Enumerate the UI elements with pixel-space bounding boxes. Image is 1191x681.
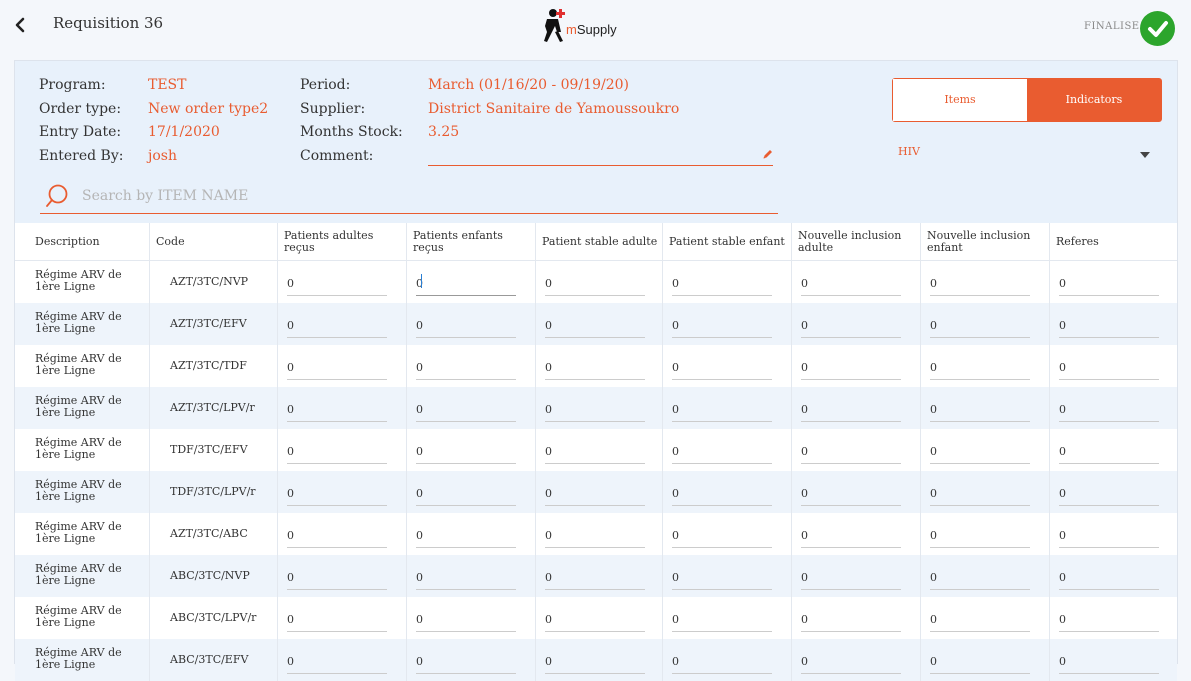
comment-field[interactable]: [428, 165, 773, 166]
column-header-referes: Referes: [1049, 223, 1177, 260]
column-header-patients-enfants-recus: Patients enfants reçus: [406, 223, 535, 260]
search-bar: [40, 179, 778, 214]
patients-adultes-recus-input[interactable]: [287, 649, 387, 674]
nouvelle-inclusion-adulte-input[interactable]: [801, 523, 901, 548]
column-header-nouvelle-inclusion-enfant: Nouvelle inclusion enfant: [920, 223, 1049, 260]
patients-adultes-recus-input[interactable]: [287, 481, 387, 506]
referes-input[interactable]: [1059, 439, 1159, 464]
patient-stable-enfant-cell: [662, 429, 791, 471]
order-type-value: New order type2: [148, 101, 269, 117]
months-stock-label: Months Stock:: [300, 124, 403, 140]
patients-enfants-recus-cell: [406, 261, 535, 303]
patient-stable-adulte-cell: [535, 261, 662, 303]
referes-input[interactable]: [1059, 397, 1159, 422]
patient-stable-adulte-input[interactable]: [545, 397, 645, 422]
patient-stable-adulte-cell: [535, 345, 662, 387]
pencil-icon[interactable]: [762, 148, 774, 160]
patients-enfants-recus-input[interactable]: [416, 355, 516, 380]
finalise-button[interactable]: [1140, 11, 1175, 46]
nouvelle-inclusion-enfant-input[interactable]: [930, 397, 1030, 422]
patient-stable-enfant-input[interactable]: [672, 313, 772, 338]
patient-stable-adulte-input[interactable]: [545, 565, 645, 590]
table-header: [15, 223, 1177, 261]
description-cell: Régime ARV de 1ère Ligne: [35, 394, 122, 419]
referes-input[interactable]: [1059, 355, 1159, 380]
nouvelle-inclusion-adulte-input[interactable]: [801, 271, 901, 296]
patients-enfants-recus-input[interactable]: [416, 313, 516, 338]
checkmark-icon: [1147, 19, 1169, 39]
code-cell: AZT/3TC/EFV: [149, 303, 277, 345]
nouvelle-inclusion-enfant-input[interactable]: [930, 271, 1030, 296]
nouvelle-inclusion-enfant-input[interactable]: [930, 481, 1030, 506]
patients-adultes-recus-cell: [277, 345, 406, 387]
nouvelle-inclusion-adulte-cell: [791, 555, 920, 597]
description-cell: Régime ARV de 1ère Ligne: [35, 604, 122, 629]
nouvelle-inclusion-adulte-input[interactable]: [801, 313, 901, 338]
referes-input[interactable]: [1059, 523, 1159, 548]
referes-cell: [1049, 303, 1177, 345]
patients-enfants-recus-input[interactable]: [416, 481, 516, 506]
patients-adultes-recus-cell: [277, 513, 406, 555]
patients-adultes-recus-input[interactable]: [287, 355, 387, 380]
patient-stable-adulte-input[interactable]: [545, 481, 645, 506]
patient-stable-enfant-input[interactable]: [672, 397, 772, 422]
program-value: TEST: [148, 77, 187, 93]
entry-date-label: Entry Date:: [39, 124, 122, 140]
requisition-panel: [14, 60, 1178, 671]
patient-stable-enfant-input[interactable]: [672, 355, 772, 380]
patients-enfants-recus-input[interactable]: [416, 397, 516, 422]
table-row: [15, 387, 1177, 429]
finalise-label: FINALISE: [1084, 21, 1140, 32]
patients-adultes-recus-cell: [277, 555, 406, 597]
nouvelle-inclusion-adulte-cell: [791, 303, 920, 345]
nouvelle-inclusion-enfant-cell: [920, 513, 1049, 555]
nouvelle-inclusion-enfant-input[interactable]: [930, 439, 1030, 464]
nouvelle-inclusion-enfant-cell: [920, 303, 1049, 345]
code-cell: AZT/3TC/TDF: [149, 345, 277, 387]
patients-enfants-recus-input[interactable]: [416, 439, 516, 464]
patient-stable-enfant-cell: [662, 471, 791, 513]
entered-by-label: Entered By:: [39, 148, 124, 164]
code-cell: AZT/3TC/NVP: [149, 261, 277, 303]
patients-enfants-recus-cell: [406, 345, 535, 387]
referes-input[interactable]: [1059, 565, 1159, 590]
description-cell: Régime ARV de 1ère Ligne: [35, 520, 122, 545]
patients-enfants-recus-input[interactable]: [416, 523, 516, 548]
patient-stable-enfant-cell: [662, 597, 791, 639]
nouvelle-inclusion-adulte-input[interactable]: [801, 607, 901, 632]
patients-adultes-recus-input[interactable]: [287, 397, 387, 422]
nouvelle-inclusion-adulte-cell: [791, 471, 920, 513]
patient-stable-enfant-cell: [662, 345, 791, 387]
column-header-patient-stable-adulte: Patient stable adulte: [535, 223, 662, 260]
caret-down-icon: [1140, 152, 1150, 158]
table-row: [15, 597, 1177, 639]
patient-stable-adulte-cell: [535, 387, 662, 429]
nouvelle-inclusion-adulte-cell: [791, 387, 920, 429]
patient-stable-enfant-cell: [662, 387, 791, 429]
program-label: Program:: [39, 77, 106, 93]
referes-cell: [1049, 513, 1177, 555]
code-cell: TDF/3TC/LPV/r: [149, 471, 277, 513]
patient-stable-enfant-cell: [662, 303, 791, 345]
patient-stable-enfant-cell: [662, 639, 791, 681]
logo-text: mSupply: [566, 22, 617, 37]
column-header-code: Code: [149, 223, 277, 260]
patients-enfants-recus-cell: [406, 513, 535, 555]
patients-adultes-recus-cell: [277, 639, 406, 681]
table-row: [15, 303, 1177, 345]
logo-figure-icon: [542, 8, 566, 44]
search-input[interactable]: [80, 183, 764, 209]
tab-indicators[interactable]: Indicators: [1027, 79, 1161, 121]
patient-stable-adulte-input[interactable]: [545, 649, 645, 674]
entered-by-value: josh: [148, 148, 177, 164]
patient-stable-enfant-input[interactable]: [672, 439, 772, 464]
supplier-value: District Sanitaire de Yamoussoukro: [428, 101, 680, 117]
patients-adultes-recus-input[interactable]: [287, 439, 387, 464]
table-row: [15, 639, 1177, 681]
patients-enfants-recus-input[interactable]: [416, 565, 516, 590]
table-row: [15, 261, 1177, 303]
months-stock-value: 3.25: [428, 124, 460, 140]
description-cell: Régime ARV de 1ère Ligne: [35, 310, 122, 335]
table-row: [15, 429, 1177, 471]
patients-enfants-recus-input[interactable]: [416, 607, 516, 632]
patients-adultes-recus-cell: [277, 471, 406, 513]
patient-stable-adulte-cell: [535, 429, 662, 471]
referes-cell: [1049, 639, 1177, 681]
patient-stable-adulte-cell: [535, 555, 662, 597]
nouvelle-inclusion-adulte-input[interactable]: [801, 565, 901, 590]
code-cell: ABC/3TC/NVP: [149, 555, 277, 597]
nouvelle-inclusion-adulte-cell: [791, 261, 920, 303]
back-icon[interactable]: [12, 14, 30, 36]
nouvelle-inclusion-enfant-cell: [920, 345, 1049, 387]
patient-stable-enfant-input[interactable]: [672, 565, 772, 590]
nouvelle-inclusion-adulte-input[interactable]: [801, 481, 901, 506]
patients-enfants-recus-cell: [406, 429, 535, 471]
patient-stable-enfant-input[interactable]: [672, 271, 772, 296]
patients-adultes-recus-cell: [277, 303, 406, 345]
table-row: [15, 471, 1177, 513]
description-cell: Régime ARV de 1ère Ligne: [35, 646, 122, 671]
patients-adultes-recus-input[interactable]: [287, 607, 387, 632]
referes-cell: [1049, 261, 1177, 303]
patients-enfants-recus-cell: [406, 597, 535, 639]
supplier-label: Supplier:: [300, 101, 366, 117]
table-row: [15, 555, 1177, 597]
nouvelle-inclusion-enfant-cell: [920, 639, 1049, 681]
patient-stable-adulte-input[interactable]: [545, 523, 645, 548]
patient-stable-enfant-input[interactable]: [672, 649, 772, 674]
nouvelle-inclusion-enfant-input[interactable]: [930, 607, 1030, 632]
nouvelle-inclusion-enfant-cell: [920, 597, 1049, 639]
patients-enfants-recus-cell: [406, 387, 535, 429]
patient-stable-adulte-cell: [535, 597, 662, 639]
patients-adultes-recus-input[interactable]: [287, 271, 387, 296]
nouvelle-inclusion-enfant-cell: [920, 555, 1049, 597]
top-bar: [0, 0, 1191, 56]
referes-cell: [1049, 471, 1177, 513]
referes-input[interactable]: [1059, 649, 1159, 674]
description-cell: Régime ARV de 1ère Ligne: [35, 562, 122, 587]
nouvelle-inclusion-enfant-cell: [920, 261, 1049, 303]
code-cell: AZT/3TC/ABC: [149, 513, 277, 555]
patient-stable-adulte-cell: [535, 639, 662, 681]
referes-cell: [1049, 597, 1177, 639]
table-row: [15, 345, 1177, 387]
patient-stable-enfant-input[interactable]: [672, 523, 772, 548]
patients-enfants-recus-input[interactable]: [416, 649, 516, 674]
patients-adultes-recus-cell: [277, 597, 406, 639]
requisition-info: [15, 61, 1177, 223]
nouvelle-inclusion-enfant-input[interactable]: [930, 355, 1030, 380]
patient-stable-enfant-cell: [662, 261, 791, 303]
patient-stable-adulte-cell: [535, 303, 662, 345]
nouvelle-inclusion-adulte-cell: [791, 639, 920, 681]
tab-items[interactable]: Items: [893, 79, 1027, 121]
patient-stable-adulte-cell: [535, 513, 662, 555]
nouvelle-inclusion-adulte-cell: [791, 429, 920, 471]
indicator-select-value: HIV: [898, 145, 920, 158]
description-cell: Régime ARV de 1ère Ligne: [35, 268, 122, 293]
patient-stable-enfant-input[interactable]: [672, 607, 772, 632]
patient-stable-adulte-input[interactable]: [545, 313, 645, 338]
nouvelle-inclusion-adulte-cell: [791, 597, 920, 639]
patient-stable-enfant-input[interactable]: [672, 481, 772, 506]
code-cell: ABC/3TC/EFV: [149, 639, 277, 681]
patient-stable-enfant-cell: [662, 513, 791, 555]
referes-input[interactable]: [1059, 271, 1159, 296]
text-cursor: [421, 274, 422, 288]
nouvelle-inclusion-adulte-input[interactable]: [801, 397, 901, 422]
msupply-logo: [542, 8, 662, 44]
patients-enfants-recus-cell: [406, 555, 535, 597]
period-label: Period:: [300, 77, 351, 93]
patients-enfants-recus-cell: [406, 471, 535, 513]
patient-stable-enfant-cell: [662, 555, 791, 597]
code-cell: AZT/3TC/LPV/r: [149, 387, 277, 429]
nouvelle-inclusion-enfant-input[interactable]: [930, 313, 1030, 338]
nouvelle-inclusion-enfant-input[interactable]: [930, 649, 1030, 674]
patient-stable-adulte-input[interactable]: [545, 271, 645, 296]
order-type-label: Order type:: [39, 101, 122, 117]
nouvelle-inclusion-enfant-cell: [920, 429, 1049, 471]
nouvelle-inclusion-enfant-input[interactable]: [930, 565, 1030, 590]
table-row: [15, 513, 1177, 555]
patients-enfants-recus-cell: [406, 303, 535, 345]
patients-enfants-recus-cell: [406, 639, 535, 681]
nouvelle-inclusion-enfant-cell: [920, 387, 1049, 429]
nouvelle-inclusion-enfant-cell: [920, 471, 1049, 513]
search-icon: [45, 183, 71, 209]
referes-input[interactable]: [1059, 607, 1159, 632]
code-cell: ABC/3TC/LPV/r: [149, 597, 277, 639]
nouvelle-inclusion-adulte-input[interactable]: [801, 355, 901, 380]
referes-input[interactable]: [1059, 313, 1159, 338]
code-cell: TDF/3TC/EFV: [149, 429, 277, 471]
description-cell: Régime ARV de 1ère Ligne: [35, 352, 122, 377]
patients-adultes-recus-input[interactable]: [287, 565, 387, 590]
patients-adultes-recus-input[interactable]: [287, 313, 387, 338]
column-header-nouvelle-inclusion-adulte: Nouvelle inclusion adulte: [791, 223, 920, 260]
column-header-patient-stable-enfant: Patient stable enfant: [662, 223, 791, 260]
indicator-select[interactable]: [892, 143, 1160, 167]
comment-label: Comment:: [300, 148, 374, 164]
patients-adultes-recus-cell: [277, 261, 406, 303]
nouvelle-inclusion-adulte-input[interactable]: [801, 649, 901, 674]
patient-stable-adulte-input[interactable]: [545, 439, 645, 464]
referes-cell: [1049, 429, 1177, 471]
page-title: Requisition 36: [53, 14, 164, 32]
nouvelle-inclusion-adulte-input[interactable]: [801, 439, 901, 464]
column-header-patients-adultes-recus: Patients adultes reçus: [277, 223, 406, 260]
nouvelle-inclusion-adulte-cell: [791, 513, 920, 555]
nouvelle-inclusion-enfant-input[interactable]: [930, 523, 1030, 548]
entry-date-value: 17/1/2020: [148, 124, 220, 140]
view-toggle: [892, 78, 1162, 122]
patient-stable-adulte-cell: [535, 471, 662, 513]
nouvelle-inclusion-adulte-cell: [791, 345, 920, 387]
description-cell: Régime ARV de 1ère Ligne: [35, 436, 122, 461]
patient-stable-adulte-input[interactable]: [545, 355, 645, 380]
patients-adultes-recus-cell: [277, 387, 406, 429]
description-cell: Régime ARV de 1ère Ligne: [35, 478, 122, 503]
patients-enfants-recus-input[interactable]: [416, 271, 516, 296]
referes-cell: [1049, 555, 1177, 597]
referes-cell: [1049, 345, 1177, 387]
referes-input[interactable]: [1059, 481, 1159, 506]
column-header-description: Description: [35, 234, 100, 248]
patients-adultes-recus-input[interactable]: [287, 523, 387, 548]
referes-cell: [1049, 387, 1177, 429]
patient-stable-adulte-input[interactable]: [545, 607, 645, 632]
patients-adultes-recus-cell: [277, 429, 406, 471]
period-value: March (01/16/20 - 09/19/20): [428, 77, 629, 93]
